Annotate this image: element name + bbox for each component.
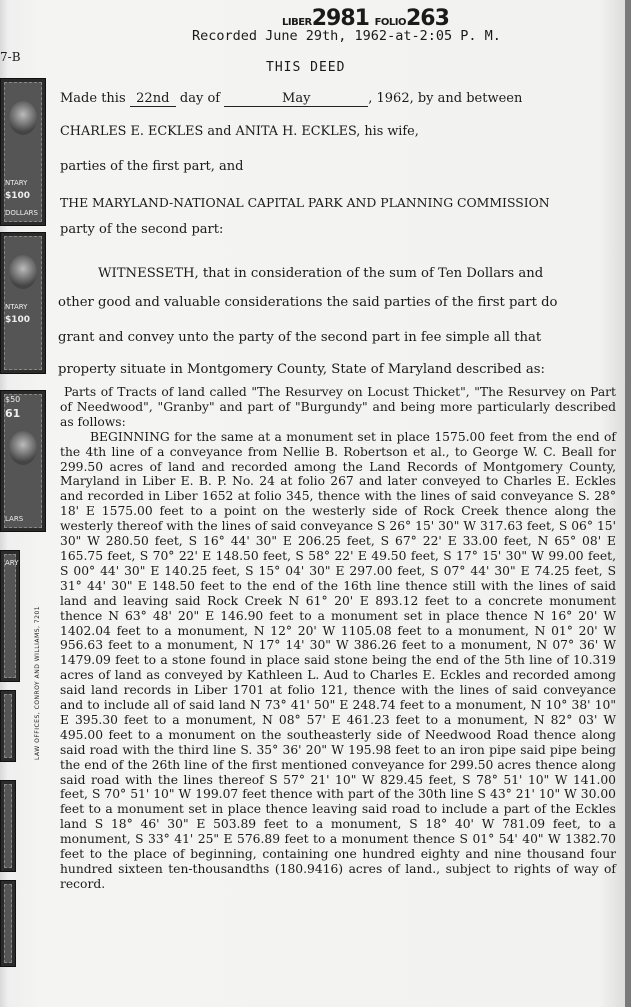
portrait-icon — [9, 101, 37, 135]
revenue-stamp-5 — [0, 690, 16, 762]
witness-line-1: WITNESSETH, that in consideration of the sum of Ten Dollars and — [98, 266, 544, 281]
year-text: , 1962, by and between — [368, 91, 523, 106]
witness-line-2: other good and valuable considerations the said parties of the first part do — [58, 295, 558, 310]
property-description — [60, 385, 616, 892]
month-field: May — [224, 91, 368, 107]
revenue-stamp-4 — [0, 550, 20, 682]
stamp-side-text: NTARY — [5, 303, 28, 311]
made-prefix: Made this — [60, 91, 126, 106]
made-line — [60, 91, 522, 107]
recorded-line: Recorded June 29th, 1962-at-2:05 P. M. — [192, 28, 501, 44]
revenue-stamp-6 — [0, 780, 16, 872]
grantors: CHARLES E. ECKLES and ANITA H. ECKLES, his wife, — [60, 124, 419, 139]
grantee: THE MARYLAND-NATIONAL CAPITAL PARK AND PLANNING COMMISSION — [60, 195, 550, 210]
stamp-label: LARS — [5, 515, 24, 523]
description-body: BEGINNING for the same at a monument set in place 1575.00 feet from the end of the 4th line of a conveyance from Nellie B. Robertson et al., to George W. C. Beall for 299.50 acres of land and recorded among the Land Records of Montgomery County, Maryland in Liber E. B. P. No. 24 at folio 267 and later conveyed to Charles E. Eckles and recorded in Liber 1652 at folio 345, thence with the lines of said conveyance S. 28° 18' E 1575.00 feet to a point on the westerly side of Rock Creek thence along the westerly thereof with the lines of said conveyance S 26° 15' 30" W 317.63 feet, S 06° 15' 30" W 280.50 feet, S 16° 44' 30" E 206.25 feet, S 67° 22' E 33.00 feet, N 65° 08' E 165.75 feet, S 70° 22' E 148.50 feet, S 58° 22' E 49.50 feet, S 17° 15' 30" W 99.00 feet, S 00° 44' 30" E 140.25 feet, S 15° 04' 30" E 297.00 feet, S 07° 44' 30" E 74.25 feet, S 31° 44' 30" E 148.50 feet to the end of the 16th line thence still with the lines of said land and leaving said Rock Creek N 61° 20' E 893.12 feet to a concrete monument thence N 63° 48' 20" E 146.90 feet to a monument set in place thence N 16° 20' W 1402.04 feet to a monument, N 12° 20' W 1105.08 feet to a monument, N 01° 20' W 956.63 feet to a monument, N 17° 14' 30" W 386.26 feet to a monument, N 07° 36' W 1479.09 feet to a stone found in place said stone being the end of the 5th line of 10.319 acres of land as conveyed by Kathleen L. Aud to Charles E. Eckles and recorded among said land records in Liber 1701 at folio 121, thence with the lines of said conveyance and to include all of said land N 73° 41' 50" E 248.74 feet to a monument, N 10° 38' 10" E 395.30 feet to a monument, N 08° 57' E 461.23 feet to a monument, N 82° 03' W 495.00 feet to a monument on the southeasterly side of Needwood Road thence along said road with the third line S. 35° 36' 20" W 195.98 feet to an iron pipe said pipe being the end of the 26th line of the first mentioned conveyance for 299.50 acres thence along said road with the lines thereof S 57° 21' 10" W 829.45 feet, S 78° 51' 10" W 141.00 feet, S 70° 51' 10" W 199.07 feet thence with part of the 30th line S 43° 21' 10" W 30.00 feet to a monument set in place thence leaving said road to include a part of the Eckles land S 18° 46' 30" E 503.89 feet to a monument, S 18° 40' W 781.09 feet, to a monument, S 33° 41' 25" E 576.89 feet to a monument thence S 01° 54' 40" W 1382.70 feet to the place of beginning, containing one hundred eighty and nine thousand four hundred sixteen ten-thousandths (180.9416) acres of land., subject to rights of way of record. — [60, 429, 616, 891]
stamp-side-text: NTARY — [5, 179, 28, 187]
revenue-stamp-2 — [0, 232, 46, 374]
liber-number: 2981 — [311, 6, 369, 31]
portrait-icon — [9, 255, 37, 289]
margin-tag: 7-B — [0, 50, 21, 64]
first-part: parties of the first part, and — [60, 159, 244, 174]
description-intro: Parts of Tracts of land called "The Resurvey on Locust Thicket", "The Resurvey on Part of Needwood", "Granby" and part of "Burgundy" and being more particularly described as follows: — [60, 385, 616, 429]
stamp-side-text: 61 — [5, 407, 21, 420]
portrait-icon — [9, 431, 37, 465]
witness-line-3: grant and convey unto the party of the second part in fee simple all that — [58, 330, 542, 345]
day-of-text: day of — [179, 91, 221, 106]
page-edge-shadow — [625, 0, 631, 1007]
stamp-value: $100 — [5, 191, 31, 201]
folio-number: 263 — [406, 6, 449, 31]
witness-line-4: property situate in Montgomery County, State of Maryland described as: — [58, 362, 545, 377]
revenue-stamp-7 — [0, 880, 16, 967]
folio-label: FOLIO — [374, 17, 406, 28]
deed-title: THIS DEED — [266, 60, 346, 75]
law-offices-text: LAW OFFICES, CONROY AND WILLIAMS, 7201 — [34, 605, 41, 760]
liber-label: LIBER — [282, 17, 312, 28]
stamp-value: $50 — [5, 395, 21, 404]
day-field: 22nd — [130, 91, 176, 107]
law-offices-vertical — [34, 540, 44, 760]
stamp-side-text: ARY — [5, 559, 19, 567]
stamp-label: DOLLARS — [5, 209, 38, 217]
revenue-stamp-1 — [0, 78, 46, 226]
stamp-value: $100 — [5, 315, 31, 325]
second-part: party of the second part: — [60, 222, 224, 237]
revenue-stamp-3 — [0, 390, 46, 532]
